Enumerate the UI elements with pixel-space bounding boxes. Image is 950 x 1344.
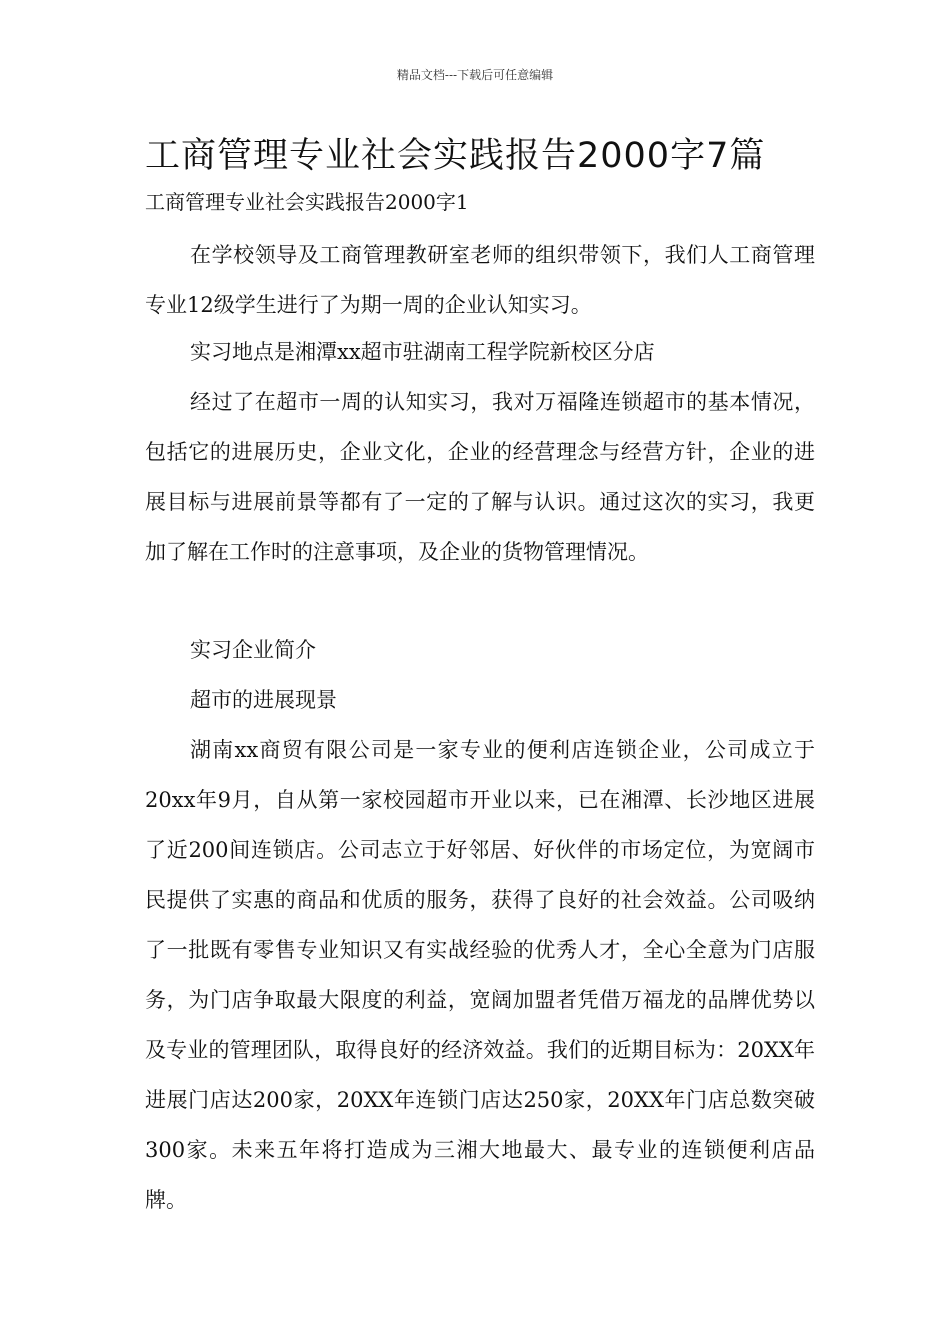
paragraph-intro: 在学校领导及工商管理教研室老师的组织带领下，我们人工商管理专业12级学生进行了为期一周的企业认知实习。 [145, 243, 815, 317]
paragraph-experience: 经过了在超市一周的认知实习，我对万福隆连锁超市的基本情况，包括它的进展历史，企业文化，企业的经营理念与经营方针，企业的进展目标与进展前景等都有了一定的了解与认识。通过这次的实习，我更加了解在工作时的注意事项，及企业的货物管理情况。 [145, 390, 815, 564]
section-heading-development: 超市的进展现景 [190, 688, 337, 712]
header-note: 精品文档---下载后可任意编辑 [396, 68, 554, 82]
document-subtitle: 工商管理专业社会实践报告2000字1 [145, 190, 469, 214]
section-heading-company-intro: 实习企业简介 [190, 638, 316, 662]
paragraph-location: 实习地点是湘潭xx超市驻湖南工程学院新校区分店 [190, 340, 655, 364]
paragraph-company-profile: 湖南xx商贸有限公司是一家专业的便利店连锁企业，公司成立于20xx年9月，自从第一家校园超市开业以来，已在湘潭、长沙地区进展了近200间连锁店。公司志立于好邻居、好伙伴的市场定位，为宽阔市民提供了实惠的商品和优质的服务，获得了良好的社会效益。公司吸纳了一批既有零售专业知识又有实战经验的优秀人才，全心全意为门店服务，为门店争取最大限度的利益，宽阔加盟者凭借万福龙的品牌优势以及专业的管理团队，取得良好的经济效益。我们的近期目标为：20XX年进展门店达200家，20XX年连锁门店达250家，20XX年门店总数突破300家。未来五年将打造成为三湘大地最大、最专业的连锁便利店品牌。 [145, 738, 815, 1212]
document-title: 工商管理专业社会实践报告2000字7篇 [145, 136, 766, 176]
